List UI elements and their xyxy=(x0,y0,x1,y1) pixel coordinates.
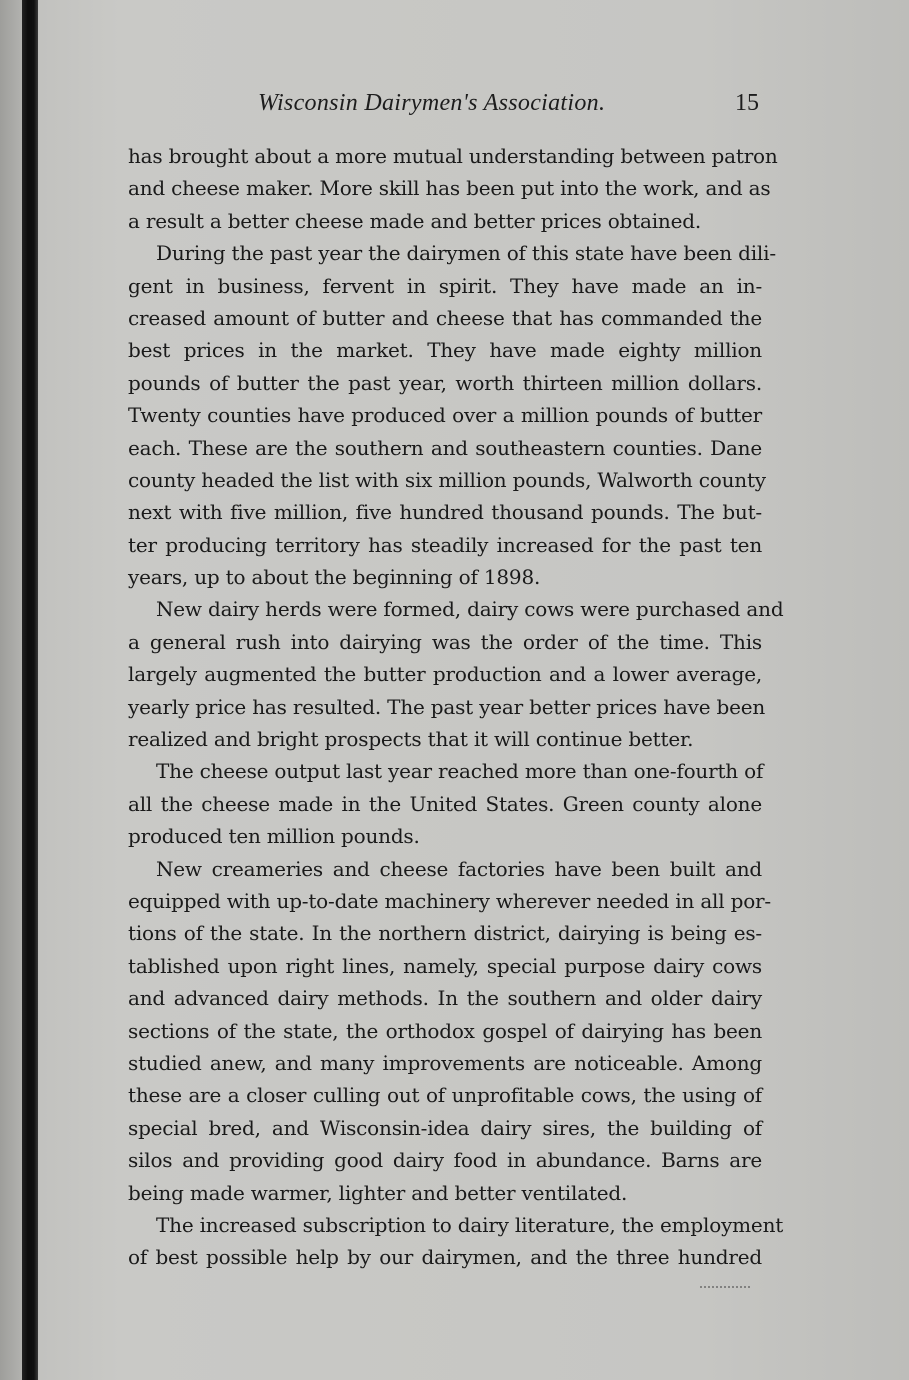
text-line: studied anew, and many improvements are noticeable. Among xyxy=(128,1050,762,1075)
text-line: each. These are the southern and southeastern counties. Dane xyxy=(128,435,762,460)
text-line: ter producing territory has steadily increased for the past ten xyxy=(128,532,762,557)
page-number: 15 xyxy=(735,90,759,116)
text-line: being made warmer, lighter and better ventilated. xyxy=(128,1180,628,1205)
text-line: realized and bright prospects that it will continue better. xyxy=(128,727,694,752)
text-line: a result a better cheese made and better prices obtained. xyxy=(128,208,701,233)
text-line: years, up to about the beginning of 1898. xyxy=(128,565,541,590)
paragraph-start-line: New dairy herds were formed, dairy cows were purchased and xyxy=(156,597,784,622)
text-line: creased amount of butter and cheese that has commanded the xyxy=(128,305,762,330)
text-line: a general rush into dairying was the order of the time. This xyxy=(128,629,762,654)
text-line: county headed the list with six million pounds, Walworth county xyxy=(128,467,766,492)
text-line: and advanced dairy methods. In the southern and older dairy xyxy=(128,986,762,1011)
text-line: of best possible help by our dairymen, and the three hundred xyxy=(128,1245,762,1270)
text-line: silos and providing good dairy food in abundance. Barns are xyxy=(128,1148,762,1173)
paragraph-start-line: During the past year the dairymen of this state have been dili- xyxy=(156,241,776,266)
text-line: pounds of butter the past year, worth thirteen million dollars. xyxy=(128,370,762,395)
text-line: next with five million, five hundred thousand pounds. The but- xyxy=(128,500,762,525)
text-line: equipped with up-to-date machinery wherever needed in all por- xyxy=(128,888,771,913)
paragraph-start-line: New creameries and cheese factories have been built and xyxy=(156,856,762,881)
text-line: Twenty counties have produced over a million pounds of butter xyxy=(128,403,762,428)
running-title: Wisconsin Dairymen's Association. xyxy=(258,90,606,116)
text-line: tablished upon right lines, namely, special purpose dairy cows xyxy=(128,953,762,978)
paragraph-start-line: The cheese output last year reached more than one-fourth of xyxy=(156,759,764,784)
scan-smudge xyxy=(700,1282,750,1288)
body-text xyxy=(128,140,784,1274)
text-line: yearly price has resulted. The past year better prices have been xyxy=(128,694,766,719)
text-line: special bred, and Wisconsin-idea dairy sires, the building of xyxy=(128,1115,762,1140)
text-line: gent in business, fervent in spirit. They have made an in- xyxy=(128,273,762,298)
text-line: largely augmented the butter production and a lower average, xyxy=(128,662,762,687)
text-line: all the cheese made in the United States. Green county alone xyxy=(128,791,762,816)
text-line: tions of the state. In the northern district, dairying is being es- xyxy=(128,921,762,946)
text-line: and cheese maker. More skill has been put into the work, and as xyxy=(128,176,771,201)
running-header xyxy=(0,90,909,124)
text-line: has brought about a more mutual understanding between patron xyxy=(128,144,778,168)
text-line: these are a closer culling out of unprofitable cows, the using of xyxy=(128,1083,762,1108)
book-binding-edge xyxy=(22,0,38,1380)
paragraph-start-line: The increased subscription to dairy literature, the employment xyxy=(156,1212,784,1237)
text-line: sections of the state, the orthodox gospel of dairying has been xyxy=(128,1018,762,1043)
text-line: produced ten million pounds. xyxy=(128,824,420,849)
text-line: best prices in the market. They have made eighty million xyxy=(128,338,762,363)
